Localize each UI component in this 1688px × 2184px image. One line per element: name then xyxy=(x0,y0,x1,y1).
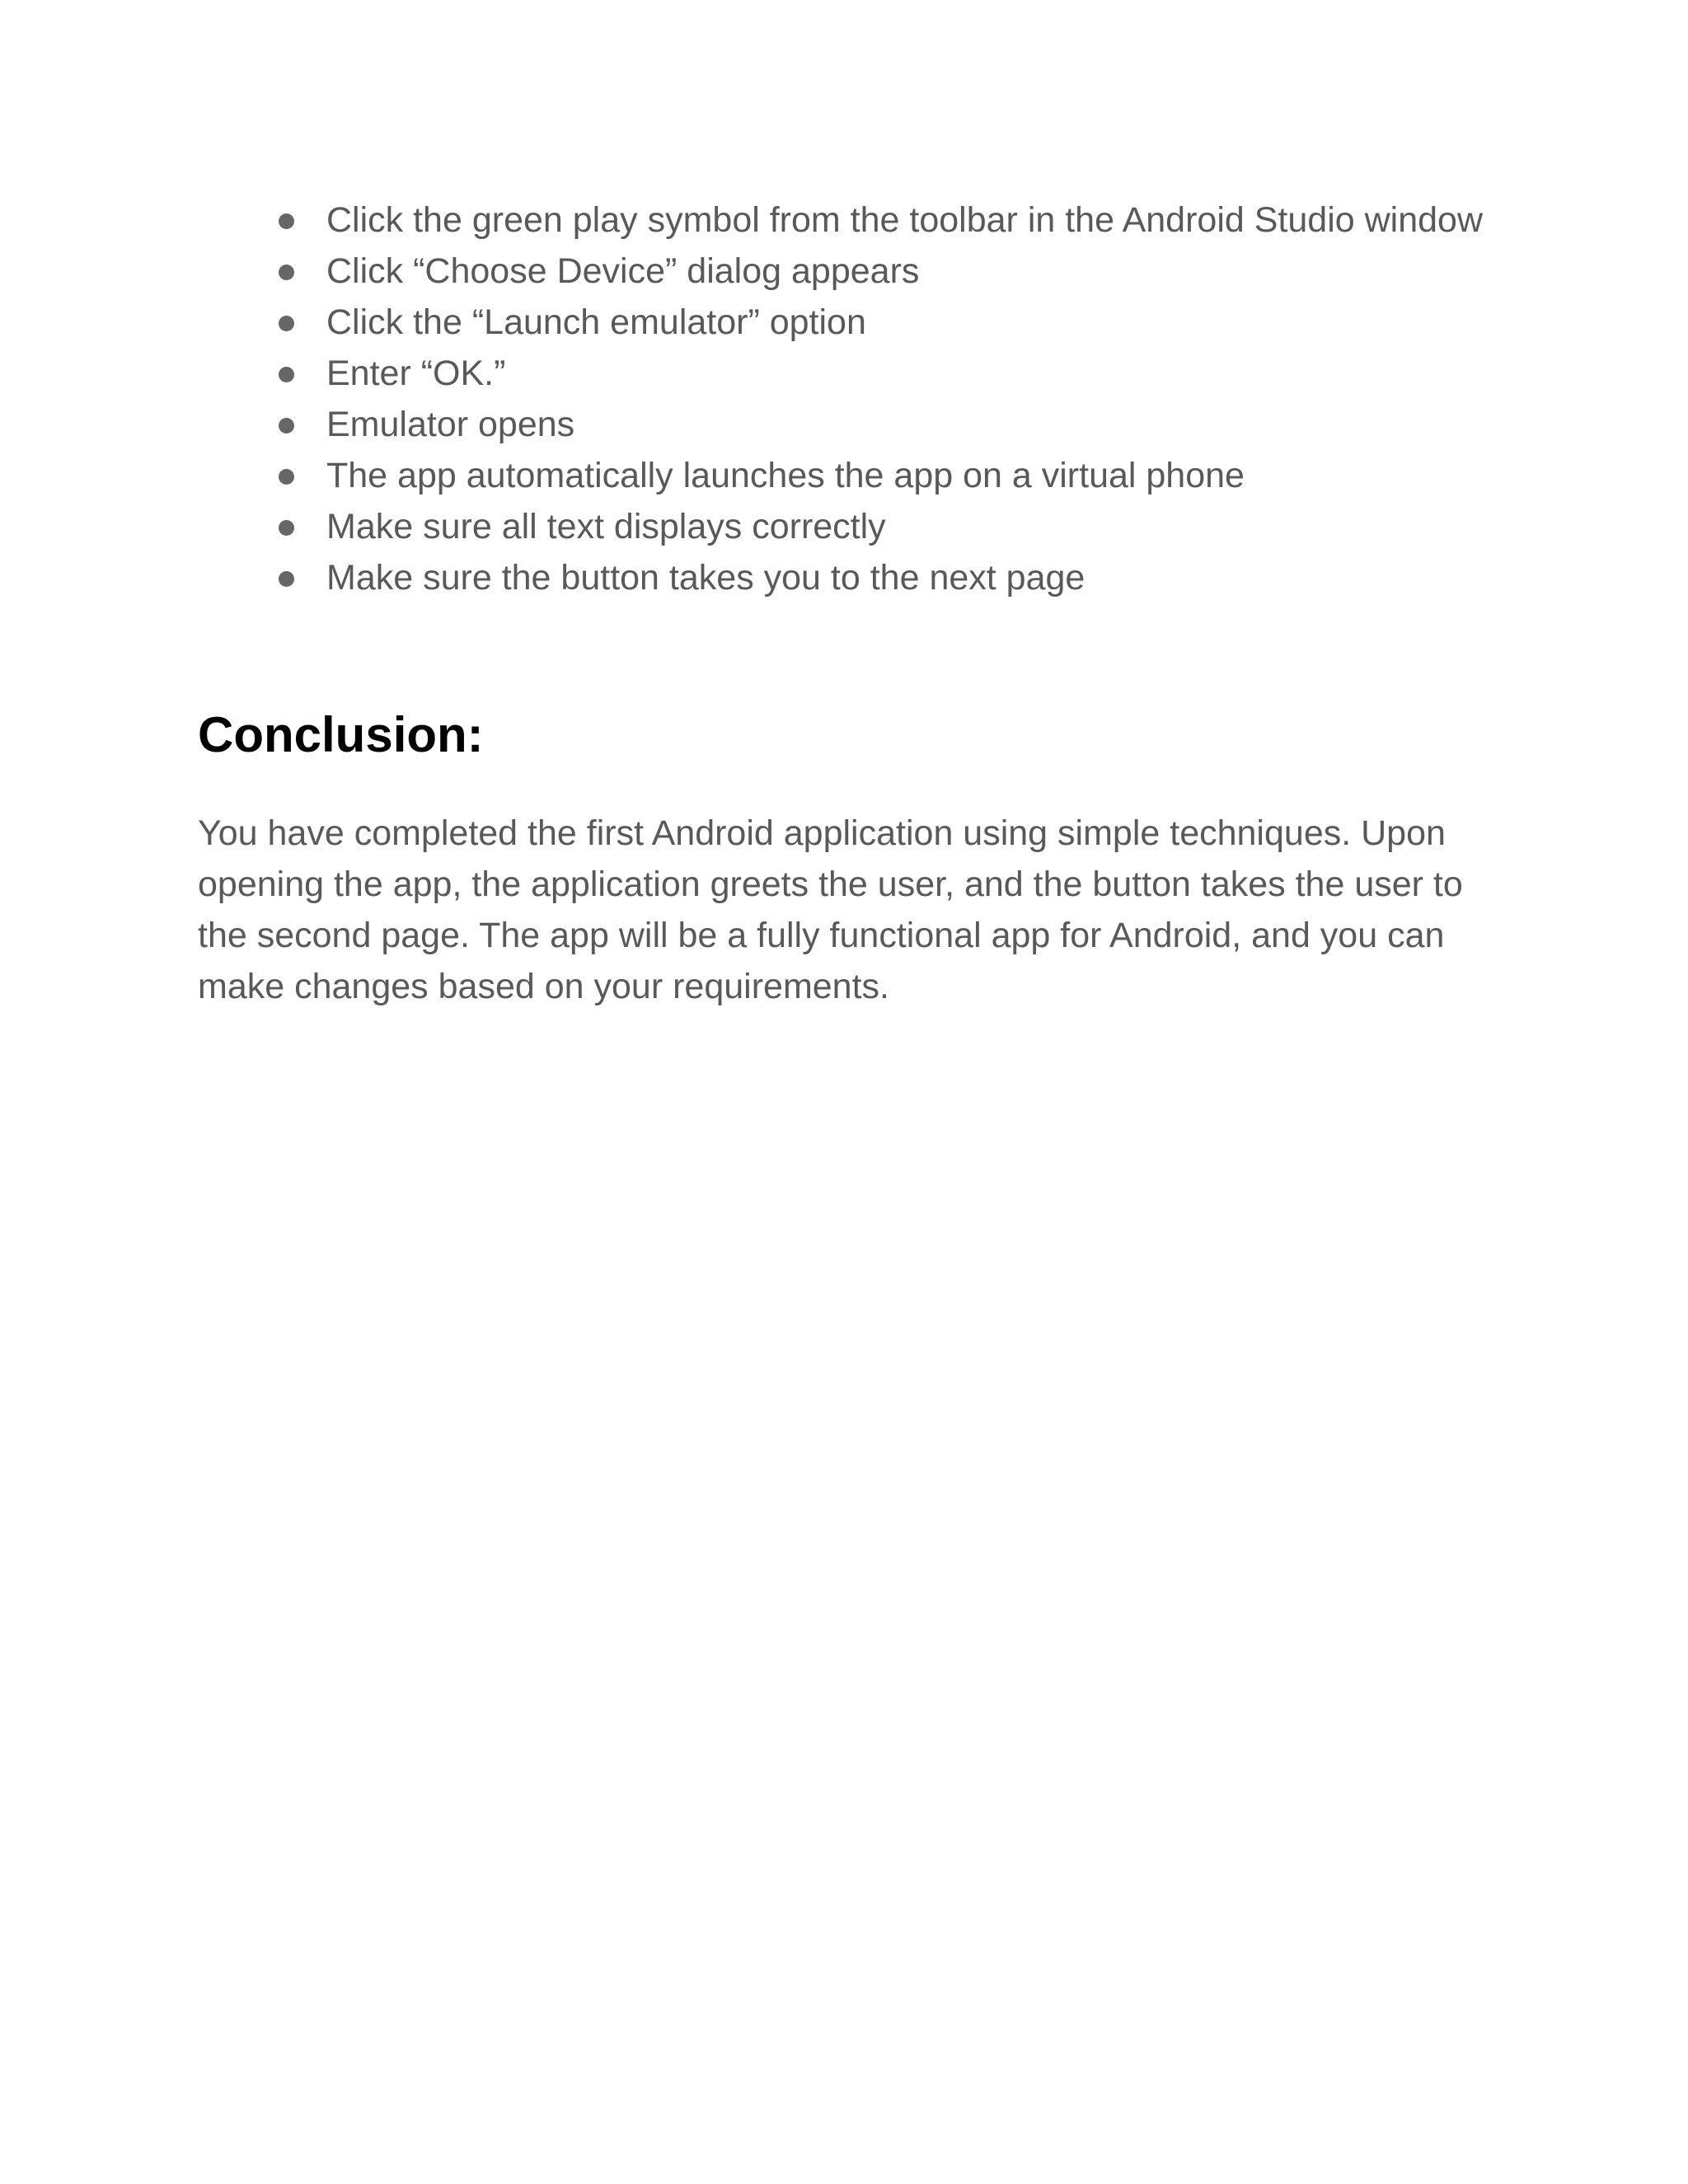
bullet-icon xyxy=(279,367,294,382)
list-item-text: Emulator opens xyxy=(326,405,575,444)
bullet-icon xyxy=(279,571,294,587)
bullet-icon xyxy=(279,213,294,229)
list-item-text: The app automatically launches the app on a virtual phone xyxy=(326,456,1245,495)
list-item xyxy=(279,246,1490,297)
list-item xyxy=(279,348,1490,399)
bullet-icon xyxy=(279,520,294,536)
list-item-text: Click “Choose Device” dialog appears xyxy=(326,251,920,291)
steps-list xyxy=(279,194,1490,603)
list-item-text: Make sure the button takes you to the next page xyxy=(326,558,1085,598)
bullet-icon xyxy=(279,316,294,331)
list-item xyxy=(279,450,1490,501)
list-item xyxy=(279,399,1490,450)
bullet-icon xyxy=(279,418,294,434)
conclusion-heading: Conclusion: xyxy=(198,707,484,762)
list-item-text: Enter “OK.” xyxy=(326,354,506,393)
bullet-icon xyxy=(279,265,294,280)
conclusion-paragraph: You have completed the first Android application using simple techniques. Upon opening the app, the application greets the user, and the button takes the user to the second page. The app will be a fully functional app for Android, and you can make changes based on your requirements. xyxy=(198,813,1463,1006)
list-item xyxy=(279,552,1490,603)
list-item xyxy=(279,501,1490,552)
list-item-text: Make sure all text displays correctly xyxy=(326,507,886,546)
list-item-text: Click the green play symbol from the toolbar in the Android Studio window xyxy=(326,200,1484,240)
list-item xyxy=(279,297,1490,348)
list-item xyxy=(279,194,1490,246)
bullet-icon xyxy=(279,469,294,485)
list-item-text: Click the “Launch emulator” option xyxy=(326,302,866,342)
